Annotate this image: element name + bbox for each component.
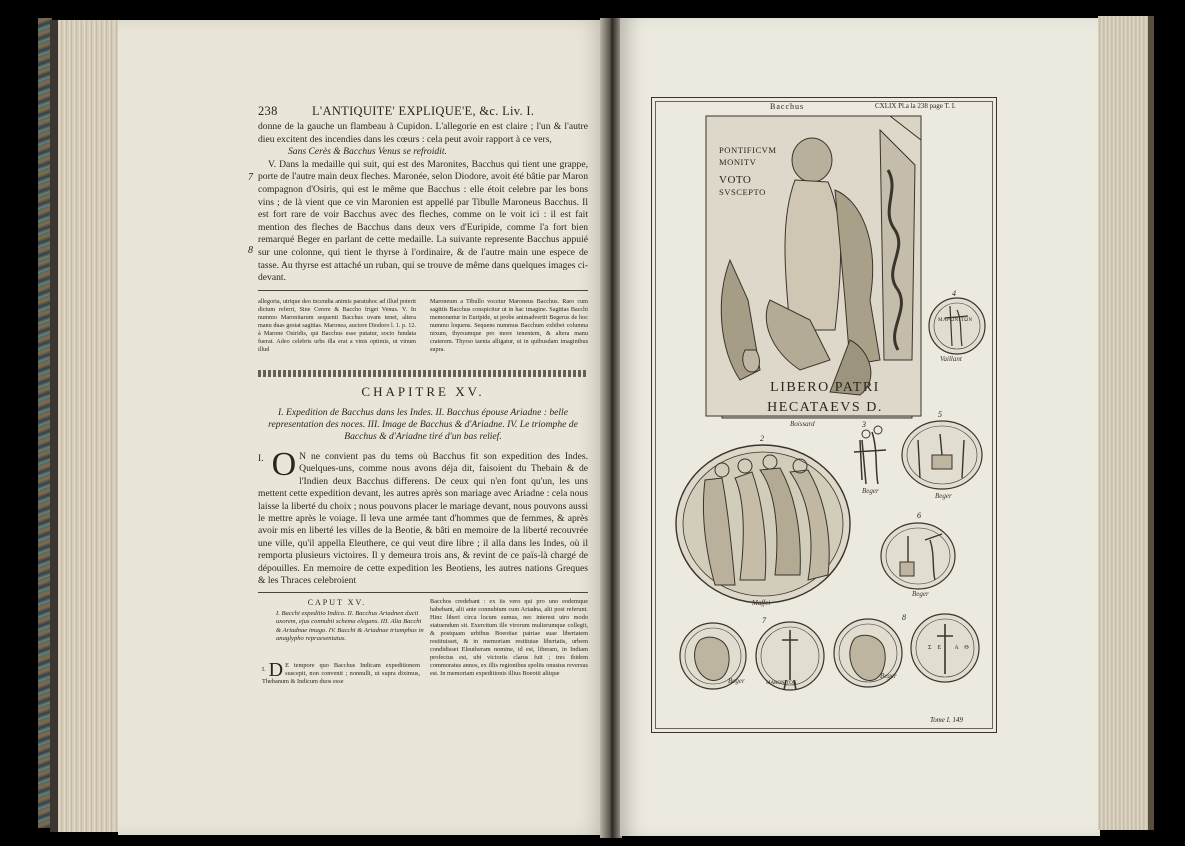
relief-base-inscription — [740, 378, 910, 418]
figure-number: 3 — [862, 420, 866, 429]
inscription-line: MONITV — [719, 157, 757, 167]
caput-title: CAPUT XV. — [307, 598, 367, 607]
chapter-title: CHAPITRE XV. — [361, 384, 485, 399]
coin-legend: MARONITON — [766, 681, 797, 686]
engraver-credit: Vaillant — [940, 355, 962, 363]
figure-number: 8 — [902, 613, 906, 622]
running-title: L'ANTIQUITE' EXPLIQUE'E, &c. Liv. I. — [312, 104, 535, 118]
inscription-line: SVSCEPTO — [719, 187, 766, 197]
figure-number: 7 — [762, 616, 766, 625]
paragraph: donne de la gauche un flambeau à Cupidon. L'allegorie en est claire ; l'un & l'autre dieu excitent des incendies dans les cœurs : cela peut avoir rapport à ce vers, — [258, 121, 588, 145]
coin-legend: ΜΑΡΩΝΙΤΩΝ — [938, 318, 973, 323]
verse-line: Sans Cerès & Bacchus Venus se refroidit. — [288, 146, 447, 158]
latin-text: E tempore quo Bacchus Indicam expeditionem suscepit, non convenit ; nonnulli, ut supra diximus, Thebanum & Indicum duos esse — [262, 662, 420, 685]
engraver-credit: Beger — [935, 492, 952, 500]
engraver-credit: Boissard — [790, 420, 815, 428]
inscription-line: HECATAEVS D. — [767, 400, 883, 415]
chapter-summary: I. Expedition de Bacchus dans les Indes. II. Bacchus épouse Ariadne : belle representation des noces. III. Image de Bacchus & d'Ariadne. IV. Le triomphe de Bacchus & d'Ariadne tiré d'un bas relief. — [268, 407, 578, 442]
inscription-line: VOTO — [719, 174, 752, 186]
figure-number: 5 — [938, 410, 942, 419]
margin-number: 7 — [248, 172, 253, 183]
figure-number: 2 — [760, 434, 764, 443]
figure-number: 4 — [952, 289, 956, 298]
paragraph-number: I. — [262, 666, 266, 673]
paragraph: V. Dans la medaille qui suit, qui est des Maronites, Bacchus qui tient une grappe, porte de l'autre main deux fleches. Maronée, selon Diodore, avoit été bâtie par Maron compagnon d'Osiris, qui est le même que Bacchus : elle étoit celebre par les bons vins ; de là vient que ce vin Maronien est appellé par Tibulle Maroneus Bacchus. Il est fort rare de voir Bacchus avec des fleches, comme on le voit ici : il est fait mention des fleches de Bacchus dans deux vers d'Euripide, comme l'a fort bien remarqué Beger en parlant de cette medaille. La suivante represente Bacchus appuié sur une colonne, qui tient le thyrse à l'ordinaire, & de l'autre main une espece de tasse. Au thyrse est attaché un ruban, qui se trouve de même dans quelques images ci-devant. — [258, 158, 588, 284]
latin-body-right: Bacchos credebant : ex iis vero qui pro uno eodemque habebant, alii ante connubium cum Ariadna, alii post referunt. Hinc liberi circa locum sumus, nec interest utro modo statuendum sit. Exercitum ille virorum mulierumque collegit, & postquam urbibus Boeotiae patriae suae libertatem restituisset, & in memoriam restitutae libertatis, urbem condidisset Eleutheram nomine, id est, liberam, in Indiam profectus est, ubi victoriis clarus fuit ; tres ibidem commoratus annos, ex illis regionibus spoliis onustus reversus est. In memoriam expeditionis illius Boeotii aliique — [430, 598, 588, 677]
tome-reference: Tome I. 149 — [930, 716, 963, 724]
paragraph-number: I. — [258, 453, 264, 464]
relief-inscription — [719, 144, 777, 198]
drop-cap: D — [268, 659, 284, 681]
caput-summary: I. Bacchi expeditio Indica. II. Bacchus Ariadnen ducit uxorem, ejus connubii schema elegans. III. Alia Bacchi & Ariadnae imago. IV. Bacchi & Ariadnae triumphus in anaglypho repraesentatus. — [276, 610, 424, 643]
drop-cap: O — [271, 446, 297, 483]
coin-figure-7 — [680, 622, 824, 690]
chapter-text: N ne convient pas du tems où Bacchus fit son expedition des Indes. Quelques-uns, comme nous avons déja dit, faisoient du Thebain & de l'Indien deux Bacchus differens. De ceux qui n'en font qu'un, les uns mettent cette expedition devant, les autres après son mariage avec Ariadne : cela nous laisse la liberté du choix ; nous pouvons placer le mariage devant, nous pouvons aussi le mettre après le voiage. Il leva une armée tant d'hommes que de femmes, & après avoir mis en liberté les villes de la Beotie, & bâti en memoire de la liberté recouvrée une ville, qu'il appella Eleuthere, ce qui veut dire libre ; il alla dans les Indes, où il remporta plusieurs victoires. Il y demeura trois ans, & revint de ce païs-là chargé de dépouilles. En memoire de cette expedition les Beotiens, les autres nations Greques & les Thraces celebroient — [258, 451, 588, 587]
coin-figure-3 — [854, 426, 886, 484]
engraver-credit: Beger — [728, 677, 745, 685]
coin-legend: ΣΕ ΑΘ — [928, 645, 975, 651]
engraver-credit: Beger — [862, 487, 879, 495]
plate-reference: CXLIX Pl.a la 238 page T. I. — [875, 102, 956, 110]
footnote-right: Maroneum a Tibullo vocetur Maroneus Bacchus. Raro cum sagittis Bacchus conspicitur ut in hac imagine. Sagittas Bacchi memorantur in Euripide, ut probe animadvertit Begerus de hoc nummo loquens. Sequens nummus Bacchum exhibet columna nixum, thyrsumque pro more tenentem, & altera manu craterem. Thyrso taenia alligatur, ut in quibusdam imaginibus supra. — [430, 298, 588, 353]
footnote-left: allegoria, utrique deo incendia animis paratuhoc ad illud poterit dictum referri, Sine Cerere & Baccho friget Venus. V. In nummo Maronitarum sequenti Bacchus uvam tenet, altera manu duas gestat sagittas. Maronea, auctore Diodoro l. 1. p. 12. à Marone Osiridis, qui Bacchus esse putatur, socio fundata fuerat. Adeo celebris urbs illa erat a vinis optimis, ut vinum illud — [258, 298, 416, 353]
cameo-figure-2 — [676, 445, 850, 603]
inscription-line: PONTIFICVM — [719, 145, 777, 155]
plate-subject: Bacchus — [770, 102, 805, 111]
engraver-credit: Maffei — [752, 599, 771, 607]
figure-number: 6 — [917, 511, 921, 520]
coin-figure-6 — [881, 523, 955, 589]
engraver-credit: Beger — [912, 590, 929, 598]
engraver-credit: Beger — [880, 672, 897, 680]
page-number: 238 — [258, 104, 278, 118]
inscription-line: LIBERO PATRI — [770, 380, 880, 395]
margin-number: 8 — [248, 245, 253, 256]
coin-figure-5 — [902, 421, 982, 489]
coin-figure-4 — [929, 298, 985, 354]
